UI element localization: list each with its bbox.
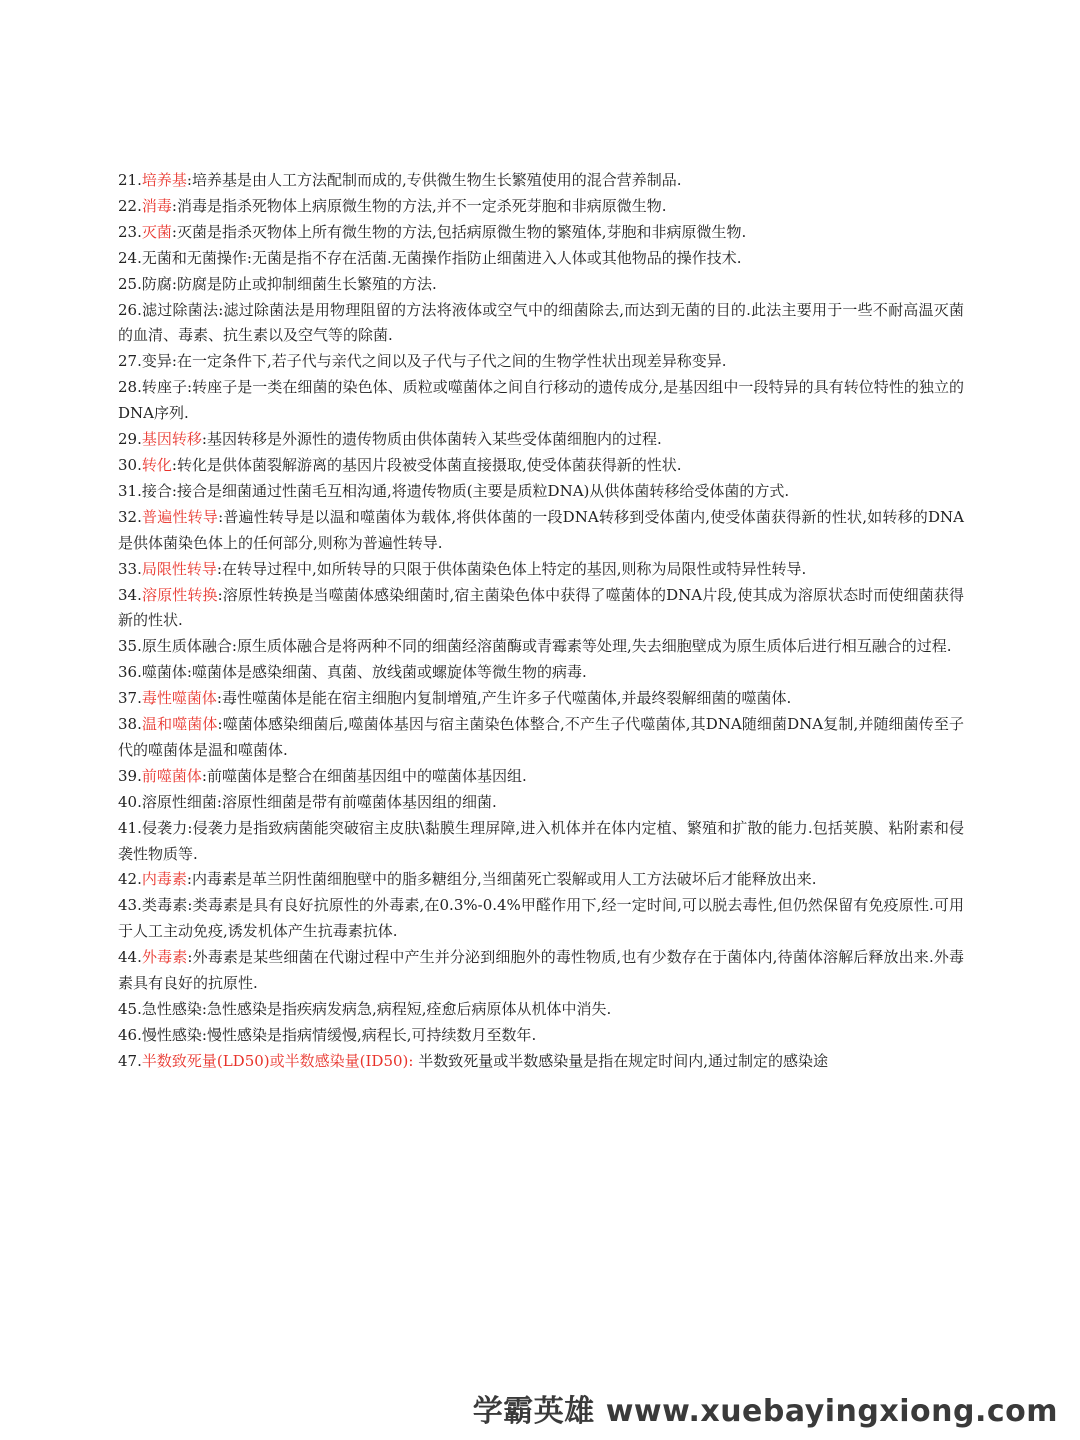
entry-definition: 消毒是指杀死物体上病原微生物的方法,并不一定杀死芽胞和非病原微生物. <box>176 196 667 215</box>
entry-definition: 噬菌体感染细菌后,噬菌体基因与宿主菌染色体整合,不产生子代噬菌体,其DNA随细菌DNA复制,并随细菌传至子代的噬菌体是温和噬菌体. <box>118 715 964 759</box>
entry-number: 24. <box>118 248 142 267</box>
entry-number: 43. <box>118 896 142 915</box>
entry-term: 局限性转导 <box>141 559 217 578</box>
entry-number: 47. <box>118 1051 142 1070</box>
entry-term: 溶原性转换 <box>141 585 218 604</box>
definition-entry <box>118 298 964 350</box>
entry-term: 基因转移 <box>141 430 202 449</box>
entry-definition: 毒性噬菌体是能在宿主细胞内复制增殖,产生许多子代噬菌体,并最终裂解细菌的噬菌体. <box>221 689 792 708</box>
definition-entry <box>118 168 964 194</box>
entry-number: 32. <box>118 507 142 526</box>
entry-term: 侵袭力 <box>141 818 188 837</box>
entry-definition: 防腐是防止或抑制细菌生长繁殖的方法. <box>176 274 437 293</box>
entry-number: 41. <box>118 818 142 837</box>
entry-separator: : <box>201 1000 207 1018</box>
entry-definition: 基因转移是外源性的遗传物质由供体菌转入某些受体菌细胞内的过程. <box>206 430 662 449</box>
entry-number: 23. <box>118 222 142 241</box>
entry-term: 灭菌 <box>141 222 172 241</box>
entry-number: 34. <box>118 585 142 604</box>
entry-term: 防腐 <box>141 274 172 293</box>
entry-definition: 类毒素是具有良好抗原性的外毒素,在0.3%-0.4%甲醛作用下,经一定时间,可以脱去毒性,但仍然保留有免疫原性.可用于人工主动免疫,诱发机体产生抗毒素抗体. <box>118 896 964 941</box>
entry-separator: : <box>187 896 193 915</box>
entry-separator: : <box>408 1051 419 1070</box>
entry-number: 21. <box>118 171 142 189</box>
entry-term: 消毒 <box>141 196 172 215</box>
definition-entry <box>118 945 964 997</box>
entry-term: 外毒素 <box>141 948 188 967</box>
definition-entry <box>118 893 964 945</box>
entry-term: 溶原性细菌 <box>141 792 217 811</box>
entry-term: 原生质体融合 <box>141 637 232 656</box>
definition-entry <box>118 816 964 868</box>
entry-definition: 噬菌体是感染细菌、真菌、放线菌或螺旋体等微生物的病毒. <box>191 663 587 682</box>
definition-entry <box>118 220 964 246</box>
entry-definition: 前噬菌体是整合在细菌基因组中的噬菌体基因组. <box>206 766 527 785</box>
entry-number: 28. <box>118 378 142 397</box>
definition-entry <box>118 790 964 816</box>
definition-entry <box>118 1023 964 1049</box>
entry-number: 37. <box>118 689 142 708</box>
entry-definition: 灭菌是指杀灭物体上所有微生物的方法,包括病原微生物的繁殖体,芽胞和非病原微生物. <box>176 222 747 241</box>
footer-url[interactable]: www.xuebayingxiong.com <box>605 1394 1058 1429</box>
entry-definition: 半数致死量或半数感染量是指在规定时间内,通过制定的感染途 <box>418 1051 828 1070</box>
entry-term: 内毒素 <box>141 870 187 889</box>
entry-separator: : <box>187 818 193 837</box>
entry-separator: : <box>246 248 252 267</box>
entry-definition: 原生质体融合是将两种不同的细菌经溶菌酶或青霉素等处理,失去细胞壁成为原生质体后进行相互融合的过程. <box>236 637 952 656</box>
entry-separator: : <box>201 1025 207 1044</box>
definition-entry <box>118 1049 964 1075</box>
entry-number: 25. <box>118 274 142 293</box>
definition-entry <box>118 453 964 479</box>
entry-definition: 慢性感染是指病情缓慢,病程长,可持续数月至数年. <box>206 1025 537 1044</box>
definition-entry <box>118 764 964 790</box>
entry-list <box>118 168 964 1075</box>
entry-definition: 侵袭力是指致病菌能突破宿主皮肤\黏膜生理屏障,进入机体并在体内定植、繁殖和扩散的能力.包括荚膜、粘附素和侵袭性物质等. <box>118 818 964 863</box>
entry-term: 无菌和无菌操作 <box>141 248 247 267</box>
entry-definition: 无菌是指不存在活菌.无菌操作指防止细菌进入人体或其他物品的操作技术. <box>251 248 742 267</box>
footer-watermark <box>473 1386 1058 1430</box>
entry-separator: : <box>217 585 223 604</box>
entry-separator: : <box>171 481 177 500</box>
entry-term: 前噬菌体 <box>141 766 202 785</box>
definition-entry <box>118 583 964 635</box>
entry-number: 27. <box>118 352 142 371</box>
entry-term: 温和噬菌体 <box>141 715 218 734</box>
entry-definition: 普遍性转导是以温和噬菌体为载体,将供体菌的一段DNA转移到受体菌内,使受体菌获得新的性状,如转移的DNA是供体菌染色体上的任何部分,则称为普遍性转导. <box>118 507 964 552</box>
entry-number: 36. <box>118 663 142 682</box>
entry-separator: : <box>171 222 177 241</box>
entry-separator: : <box>171 455 177 474</box>
entry-definition: 转化是供体菌裂解游离的基因片段被受体菌直接摄取,使受体菌获得新的性状. <box>176 455 682 474</box>
definition-entry <box>118 272 964 298</box>
entry-separator: : <box>216 689 222 708</box>
entry-separator: : <box>187 378 193 397</box>
entry-separator: : <box>216 559 222 578</box>
entry-separator: : <box>218 507 224 526</box>
entry-number: 39. <box>118 766 142 785</box>
entry-definition: 滤过除菌法是用物理阻留的方法将液体或空气中的细菌除去,而达到无菌的目的.此法主要用于一些不耐高温灭菌的血清、毒素、抗生素以及空气等的除菌. <box>118 300 964 345</box>
entry-number: 31. <box>118 481 142 500</box>
entry-number: 45. <box>118 1000 142 1018</box>
entry-definition: 急性感染是指疾病发病急,病程短,痊愈后病原体从机体中消失. <box>206 1000 612 1018</box>
entry-number: 40. <box>118 792 142 811</box>
entry-number: 35. <box>118 637 142 656</box>
definition-entry <box>118 997 964 1023</box>
entry-term: 普遍性转导 <box>141 507 219 526</box>
entry-number: 42. <box>118 870 142 889</box>
entry-term: 类毒素 <box>141 896 188 915</box>
definition-entry <box>118 375 964 427</box>
entry-definition: 转座子是一类在细菌的染色体、质粒或噬菌体之间自行移动的遗传成分,是基因组中一段特异的具有转位特性的独立的DNA序列. <box>118 378 964 423</box>
entry-separator: : <box>201 766 207 785</box>
definition-entry <box>118 479 964 505</box>
document-body <box>118 168 964 1075</box>
entry-definition: 接合是细菌通过性菌毛互相沟通,将遗传物质(主要是质粒DNA)从供体菌转移给受体菌的方式. <box>176 481 790 500</box>
entry-term: 急性感染 <box>141 1000 202 1018</box>
entry-separator: : <box>171 274 177 293</box>
entry-separator: : <box>187 948 193 967</box>
entry-term: 噬菌体 <box>141 663 187 682</box>
entry-term: 变异 <box>141 352 172 371</box>
entry-term: 滤过除菌法 <box>141 300 219 319</box>
definition-entry <box>118 686 964 712</box>
definition-entry <box>118 712 964 764</box>
definition-entry <box>118 867 964 893</box>
entry-definition: 溶原性转换是当噬菌体感染细菌时,宿主菌染色体中获得了噬菌体的DNA片段,使其成为溶原状态时而使细菌获得新的性状. <box>118 585 964 630</box>
entry-separator: : <box>217 715 223 734</box>
entry-separator: : <box>171 196 177 215</box>
definition-entry <box>118 349 964 375</box>
entry-separator: : <box>186 663 192 682</box>
entry-term: 半数致死量(LD50)或半数感染量(ID50) <box>141 1051 409 1070</box>
entry-term: 毒性噬菌体 <box>141 689 217 708</box>
definition-entry <box>118 246 964 272</box>
entry-separator: : <box>218 300 224 319</box>
entry-number: 33. <box>118 559 142 578</box>
definition-entry <box>118 557 964 583</box>
entry-definition: 内毒素是革兰阴性菌细胞壁中的脂多糖组分,当细菌死亡裂解或用人工方法破坏后才能释放出来. <box>191 870 817 889</box>
definition-entry <box>118 634 964 660</box>
entry-number: 46. <box>118 1025 142 1044</box>
entry-term: 转座子 <box>141 378 188 397</box>
entry-definition: 外毒素是某些细菌在代谢过程中产生并分泌到细胞外的毒性物质,也有少数存在于菌体内,待菌体溶解后释放出来.外毒素具有良好的抗原性. <box>118 948 964 993</box>
entry-definition: 在转导过程中,如所转导的只限于供体菌染色体上特定的基因,则称为局限性或特异性转导. <box>221 559 807 578</box>
entry-separator: : <box>186 870 192 889</box>
entry-term: 接合 <box>141 481 172 500</box>
entry-number: 30. <box>118 455 142 474</box>
entry-number: 29. <box>118 430 142 449</box>
definition-entry <box>118 427 964 453</box>
entry-term: 慢性感染 <box>141 1025 202 1044</box>
entry-definition: 溶原性细菌是带有前噬菌体基因组的细菌. <box>221 792 497 811</box>
entry-separator: : <box>186 171 192 189</box>
entry-separator: : <box>201 430 207 449</box>
entry-number: 26. <box>118 300 142 319</box>
entry-number: 38. <box>118 715 142 734</box>
entry-definition: 在一定条件下,若子代与亲代之间以及子代与子代之间的生物学性状出现差异称变异. <box>176 352 727 371</box>
entry-term: 转化 <box>141 455 172 474</box>
entry-definition: 培养基是由人工方法配制而成的,专供微生物生长繁殖使用的混合营养制品. <box>191 171 682 189</box>
definition-entry <box>118 505 964 557</box>
definition-entry <box>118 194 964 220</box>
entry-number: 22. <box>118 196 142 215</box>
entry-number: 44. <box>118 948 142 967</box>
entry-separator: : <box>231 637 237 656</box>
entry-separator: : <box>216 792 222 811</box>
entry-term: 培养基 <box>141 171 187 189</box>
entry-separator: : <box>171 352 177 371</box>
footer-brand: 学霸英雄 <box>472 1394 595 1429</box>
definition-entry <box>118 660 964 686</box>
